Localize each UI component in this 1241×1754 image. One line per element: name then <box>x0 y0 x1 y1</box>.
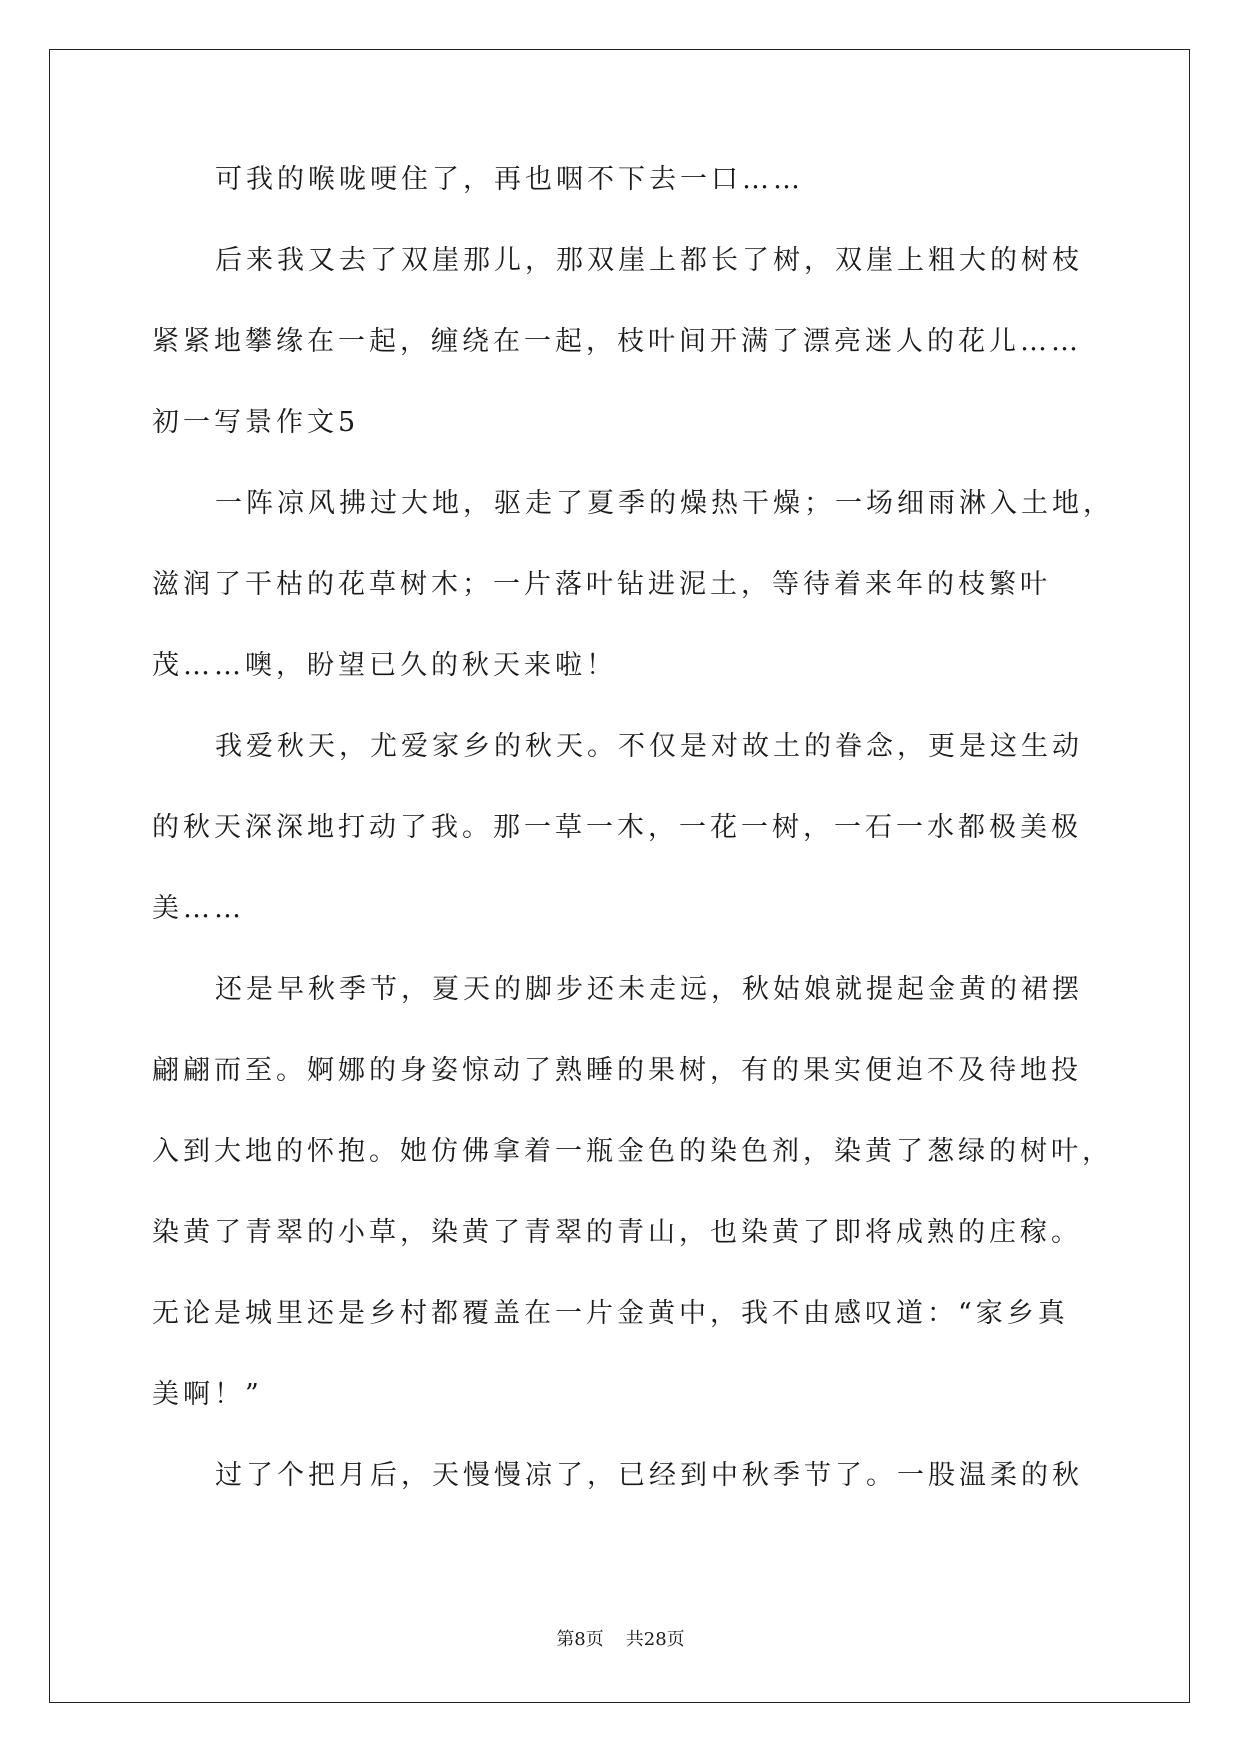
page-number: 第8页 <box>556 1629 604 1650</box>
section-heading: 初一写景作文5 <box>152 407 360 438</box>
paragraph-line: 还是早秋季节，夏天的脚步还未走远，秋姑娘就提起金黄的裙摆 <box>215 974 1083 1005</box>
paragraph-line: 美啊！” <box>152 1379 263 1410</box>
paragraph-line: 后来我又去了双崖那儿，那双崖上都长了树，双崖上粗大的树枝 <box>215 245 1083 276</box>
page-total: 共28页 <box>625 1629 685 1650</box>
paragraph-line: 美…… <box>152 893 245 924</box>
paragraph-line: 滋润了干枯的花草树木；一片落叶钻进泥土，等待着来年的枝繁叶 <box>152 569 1051 600</box>
document-body <box>152 160 1114 1537</box>
paragraph-line: 茂……噢，盼望已久的秋天来啦！ <box>152 650 617 681</box>
paragraph-line: 入到大地的怀抱。她仿佛拿着一瓶金色的染色剂，染黄了葱绿的树叶， <box>152 1136 1113 1167</box>
paragraph-line: 的秋天深深地打动了我。那一草一木，一花一树，一石一水都极美极 <box>152 812 1082 843</box>
paragraph-line: 我爱秋天，尤爱家乡的秋天。不仅是对故土的眷念，更是这生动 <box>215 731 1083 762</box>
paragraph-line: 一阵凉风拂过大地，驱走了夏季的燥热干燥；一场细雨淋入土地， <box>215 488 1114 519</box>
paragraph-line: 无论是城里还是乡村都覆盖在一片金黄中，我不由感叹道：“家乡真 <box>152 1298 1069 1329</box>
page-footer <box>0 1625 1241 1651</box>
paragraph-line: 过了个把月后，天慢慢凉了，已经到中秋季节了。一股温柔的秋 <box>215 1460 1083 1491</box>
paragraph-line: 可我的喉咙哽住了，再也咽不下去一口…… <box>215 164 804 195</box>
paragraph-line: 翩翩而至。婀娜的身姿惊动了熟睡的果树，有的果实便迫不及待地投 <box>152 1055 1082 1086</box>
paragraph-line: 紧紧地攀缘在一起，缠绕在一起，枝叶间开满了漂亮迷人的花儿…… <box>152 326 1082 357</box>
paragraph-line: 染黄了青翠的小草，染黄了青翠的青山，也染黄了即将成熟的庄稼。 <box>152 1217 1082 1248</box>
